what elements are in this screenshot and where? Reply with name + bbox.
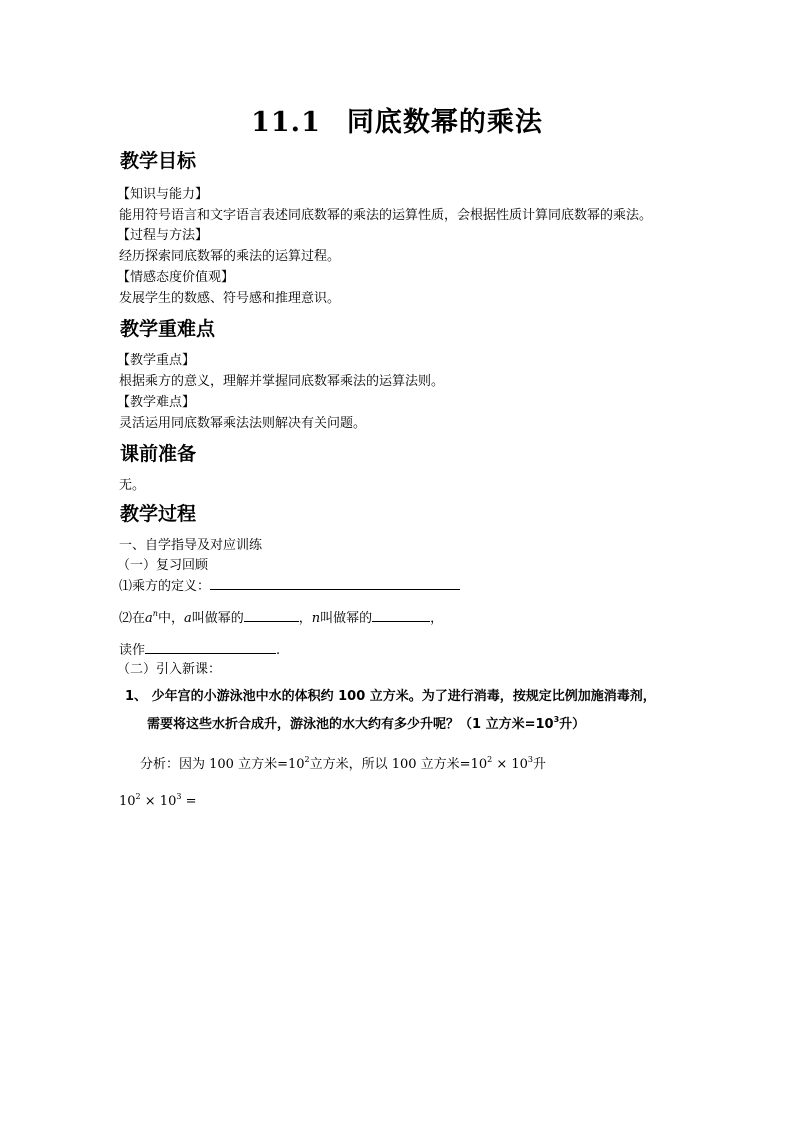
analysis-a: 分析：因为 100 立方米=10 bbox=[140, 757, 305, 772]
problem-line-2-pre: 需要将这些水折合成升，游泳池的水大约有多少升呢？（1 立方米=10 bbox=[147, 717, 554, 732]
question-2 bbox=[119, 607, 443, 626]
problem-line-2 bbox=[147, 713, 585, 732]
q2-n: n bbox=[311, 611, 321, 626]
q2-mid2: 叫做幂的 bbox=[191, 611, 244, 626]
q1-blank[interactable] bbox=[210, 576, 460, 590]
analysis-exp-3: 3 bbox=[527, 755, 534, 764]
q2-sep: ， bbox=[298, 611, 312, 626]
read-blank[interactable] bbox=[145, 640, 276, 654]
text-difficulty: 灵活运用同底数幂乘法法则解决有关问题。 bbox=[119, 416, 367, 431]
heading-objectives: 教学目标 bbox=[120, 150, 197, 172]
label-knowledge: 【知识与能力】 bbox=[117, 187, 209, 202]
calc-b: × 10 bbox=[140, 794, 177, 809]
question-1 bbox=[119, 575, 460, 594]
analysis-exp-2: 2 bbox=[487, 755, 493, 764]
text-focus: 根据乘方的意义，理解并掌握同底数幂乘法的运算法则。 bbox=[119, 374, 445, 389]
read-line bbox=[119, 639, 280, 658]
problem-line-2-exp: 3 bbox=[553, 715, 560, 724]
analysis-b: 立方米，所以 100 立方米=10 bbox=[309, 757, 488, 772]
calc-line bbox=[119, 794, 196, 809]
text-sub1: （一）复习回顾 bbox=[117, 558, 209, 573]
calc-c: = bbox=[181, 794, 197, 809]
calc-exp-1: 2 bbox=[135, 792, 141, 801]
q2-prefix: ⑵在 bbox=[119, 611, 146, 626]
q1-prefix: ⑴乘方的定义： bbox=[119, 579, 211, 594]
q2-blank-2[interactable] bbox=[372, 608, 430, 622]
q2-mid1: 中， bbox=[157, 611, 184, 626]
problem-line-1: 1、 少年宫的小游泳池中水的体积约 100 立方米。为了进行消毒，按规定比例加施消毒剂， bbox=[125, 689, 656, 704]
q2-end: ， bbox=[430, 611, 444, 626]
text-process: 经历探索同底数幂的乘法的运算过程。 bbox=[119, 249, 341, 264]
read-prefix: 读作 bbox=[119, 643, 146, 658]
analysis-c: × 10 bbox=[492, 757, 528, 772]
analysis-exp-1: 2 bbox=[304, 755, 310, 764]
text-attitude: 发展学生的数感、符号感和推理意识。 bbox=[119, 291, 341, 306]
heading-keypoints: 教学重难点 bbox=[120, 318, 216, 340]
text-part1: 一、自学指导及对应训练 bbox=[119, 538, 263, 553]
text-preparation: 无。 bbox=[119, 478, 146, 493]
q2-mid3: 叫做幂的 bbox=[320, 611, 373, 626]
label-focus: 【教学重点】 bbox=[117, 353, 196, 368]
q2-blank-1[interactable] bbox=[244, 608, 299, 622]
title-text: 同底数幂的乘法 bbox=[346, 107, 543, 138]
label-process: 【过程与方法】 bbox=[117, 228, 209, 243]
text-knowledge: 能用符号语言和文字语言表述同底数幂的乘法的运算性质，会根据性质计算同底数幂的乘法。 bbox=[119, 208, 653, 223]
calc-a: 10 bbox=[119, 794, 136, 809]
label-difficulty: 【教学难点】 bbox=[117, 395, 196, 410]
q2-a: a bbox=[183, 611, 192, 626]
text-sub2: （二）引入新课： bbox=[117, 662, 222, 677]
heading-process: 教学过程 bbox=[120, 503, 197, 525]
analysis-d: 升 bbox=[533, 757, 547, 772]
title-number: 11.1 bbox=[251, 107, 321, 138]
problem-line-2-post: 升） bbox=[559, 717, 586, 732]
page-title bbox=[0, 100, 794, 139]
heading-preparation: 课前准备 bbox=[120, 443, 197, 465]
q2-base: a bbox=[145, 611, 153, 626]
calc-exp-2: 3 bbox=[176, 792, 182, 801]
analysis-line bbox=[140, 753, 546, 772]
label-attitude: 【情感态度价值观】 bbox=[117, 270, 235, 285]
read-end: . bbox=[276, 643, 281, 658]
q2-exp: n bbox=[152, 609, 158, 618]
